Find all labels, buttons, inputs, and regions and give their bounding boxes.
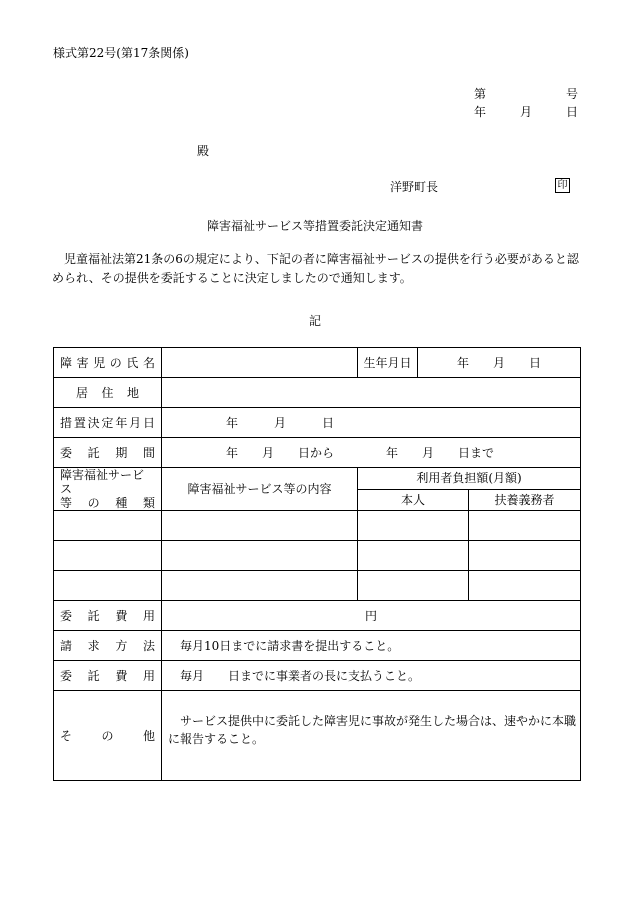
- other-value: サービス提供中に委託した障害児に事故が発生した場合は、速やかに本職に報告すること。: [162, 691, 581, 781]
- period-label: 委託期間: [54, 438, 162, 468]
- table-row: [54, 601, 581, 631]
- payment-label: 委託費用: [54, 661, 162, 691]
- doc-number-suffix: 号: [566, 87, 579, 101]
- document-title: 障害福祉サービス等措置委託決定通知書: [206, 219, 423, 233]
- addressee-suffix: 殿: [197, 144, 210, 158]
- period-value: [162, 438, 581, 468]
- date-year: 年: [474, 105, 487, 119]
- issuer-name: 洋野町長: [390, 180, 439, 194]
- service-cell: [162, 571, 358, 601]
- service-cell: [162, 511, 358, 541]
- form-number: 様式第22号(第17条関係): [53, 46, 189, 60]
- service-cell: [54, 511, 162, 541]
- service-type-label: [54, 468, 162, 511]
- table-row: [54, 378, 581, 408]
- service-cell: [358, 541, 469, 571]
- table-row: [54, 631, 581, 661]
- residence-value: [162, 378, 581, 408]
- doc-number-label: 第: [474, 87, 487, 101]
- service-content-label: 障害福祉サービス等の内容: [162, 468, 358, 511]
- service-cell: [469, 571, 581, 601]
- other-label: その他: [54, 691, 162, 781]
- service-type-label-line1: 障害福祉サービス: [60, 468, 145, 496]
- child-name-label: 障害児の氏名: [54, 348, 162, 378]
- table-row: [54, 468, 581, 490]
- seal-mark: 印: [555, 178, 570, 193]
- fee-label: 委託費用: [54, 601, 162, 631]
- birth-label: 生年月日: [358, 348, 418, 378]
- service-cell: [162, 541, 358, 571]
- table-row: [54, 661, 581, 691]
- date-day: 日: [566, 105, 579, 119]
- table-row: [54, 571, 581, 601]
- table-row: [54, 408, 581, 438]
- residence-label: 居住地: [54, 378, 162, 408]
- date-month: 月: [520, 105, 533, 119]
- ki-heading: 記: [308, 314, 321, 328]
- table-row: [54, 511, 581, 541]
- burden-guardian-label: 扶養義務者: [469, 489, 581, 511]
- service-cell: [54, 541, 162, 571]
- billing-value: 毎月10日までに請求書を提出すること。: [162, 631, 581, 661]
- burden-self-label: 本人: [358, 489, 469, 511]
- service-cell: [358, 511, 469, 541]
- service-cell: [54, 571, 162, 601]
- child-name-value: [162, 348, 358, 378]
- table-row: [54, 541, 581, 571]
- service-cell: [469, 541, 581, 571]
- table-row: [54, 691, 581, 781]
- decision-date-label: 措置決定年月日: [54, 408, 162, 438]
- decision-date-value: 年 月 日: [162, 408, 581, 438]
- period-to: 年 月 日まで: [386, 445, 495, 460]
- billing-label: 請求方法: [54, 631, 162, 661]
- payment-value: 毎月 日までに事業者の長に支払うこと。: [162, 661, 581, 691]
- service-cell: [469, 511, 581, 541]
- table-row: [54, 348, 581, 378]
- fee-value: 円: [162, 601, 581, 631]
- birth-value: 年 月 日: [418, 348, 581, 378]
- service-cell: [358, 571, 469, 601]
- body-text: 児童福祉法第21条の6の規定により、下記の者に障害福祉サービスの提供を行う必要があると認められ、その提供を委託することに決定しましたので通知します。: [52, 252, 579, 285]
- service-type-label-line2: 等 の 種 類: [60, 496, 155, 510]
- table-row: [54, 438, 581, 468]
- notice-table: [53, 347, 581, 781]
- period-from: 年 月 日から: [226, 445, 335, 460]
- burden-label: 利用者負担額(月額): [358, 468, 581, 490]
